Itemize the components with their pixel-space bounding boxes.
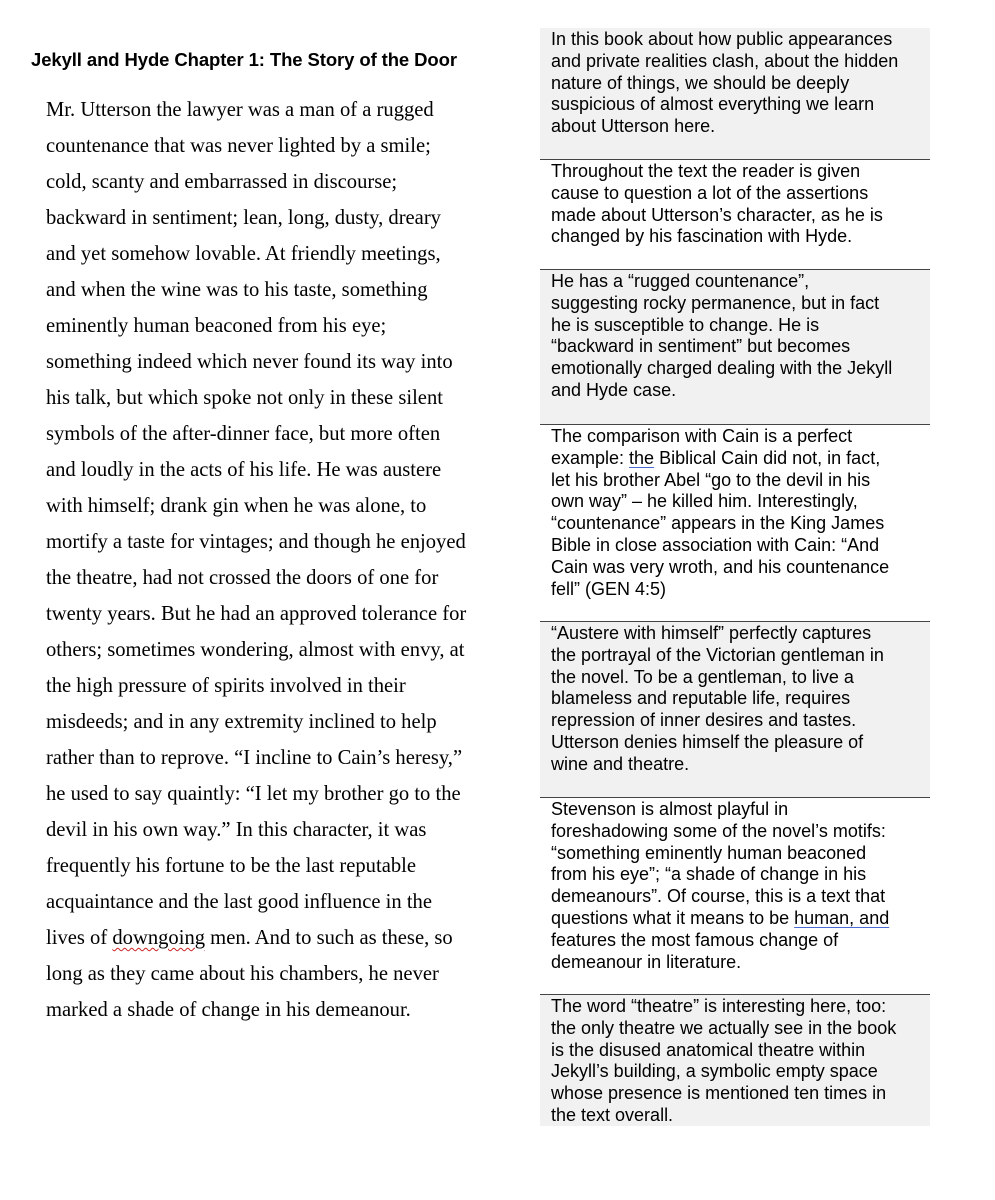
note-line	[551, 448, 930, 470]
passage-line: the high pressure of spirits involved in their	[46, 675, 406, 697]
passage-line: the theatre, had not crossed the doors of one for	[46, 567, 439, 589]
note-line: The word “theatre” is interesting here, too:	[551, 996, 887, 1016]
note-line: features the most famous change of	[551, 929, 839, 950]
note-line: repression of inner desires and tastes.	[551, 710, 857, 731]
passage-line: acquaintance and the last good influence in the	[46, 891, 432, 913]
note-line: cause to question a lot of the assertions	[551, 182, 869, 203]
note-line: emotionally charged dealing with the Jekyll	[551, 358, 893, 379]
note-line: and private realities clash, about the hidden	[551, 50, 899, 71]
note-line: “something eminently human beaconed	[551, 842, 867, 863]
passage-line	[46, 920, 491, 956]
page-title: Jekyll and Hyde Chapter 1: The Story of the Door	[31, 49, 457, 70]
passage-line: with himself; drank gin when he was alone, to	[46, 495, 427, 517]
note-line: suggesting rocky permanence, but in fact	[551, 292, 880, 313]
note-line: wine and theatre.	[551, 753, 690, 774]
spelling-flagged-word[interactable]: downgoing	[112, 927, 206, 949]
note-line: fell” (GEN 4:5)	[551, 578, 667, 599]
novel-passage	[46, 92, 491, 1028]
note-line: Throughout the text the reader is given	[551, 161, 861, 181]
note-line: nature of things, we should be deeply	[551, 72, 850, 93]
passage-text: lives of	[46, 927, 113, 949]
annotation-note-5	[540, 621, 930, 797]
passage-line: Mr. Utterson the lawyer was a man of a rugged	[46, 99, 434, 121]
annotation-note-2	[540, 159, 930, 270]
annotation-note-1	[540, 28, 930, 160]
note-line: the text overall.	[551, 1104, 674, 1125]
note-line: about Utterson here.	[551, 116, 716, 137]
note-line: demeanours”. Of course, this is a text that	[551, 886, 886, 907]
passage-line: and loudly in the acts of his life. He was austere	[46, 459, 442, 481]
passage-line: long as they came about his chambers, he never	[46, 963, 439, 985]
passage-line: his talk, but which spoke not only in these silent	[46, 387, 443, 409]
passage-line: he used to say quaintly: “I let my brother go to the	[46, 783, 461, 805]
note-line: “countenance” appears in the King James	[551, 513, 885, 534]
passage-line: cold, scanty and embarrassed in discourse;	[46, 171, 398, 193]
note-line: the portrayal of the Victorian gentleman in	[551, 644, 884, 665]
passage-line: symbols of the after-dinner face, but more often	[46, 423, 441, 445]
note-line: the novel. To be a gentleman, to live a	[551, 666, 854, 687]
note-line: Bible in close association with Cain: “And	[551, 534, 880, 555]
note-line: The comparison with Cain is a perfect	[551, 426, 853, 446]
note-line: In this book about how public appearances	[551, 29, 893, 49]
note-text: Biblical Cain did not, in fact,	[654, 447, 881, 468]
annotation-note-3	[540, 269, 930, 424]
passage-line: frequently his fortune to be the last reputable	[46, 855, 416, 877]
note-line: made about Utterson’s character, as he is	[551, 204, 883, 225]
passage-line: something indeed which never found its way into	[46, 351, 453, 373]
note-line: whose presence is mentioned ten times in	[551, 1083, 887, 1104]
note-line: the only theatre we actually see in the book	[551, 1017, 897, 1038]
passage-line: eminently human beaconed from his eye;	[46, 315, 387, 337]
note-line: foreshadowing some of the novel’s motifs:	[551, 820, 886, 841]
note-line	[551, 908, 930, 930]
passage-line: twenty years. But he had an approved tolerance for	[46, 603, 467, 625]
grammar-flagged-word[interactable]: the	[629, 447, 655, 468]
note-line: from his eye”; “a shade of change in his	[551, 864, 867, 885]
passage-line: others; sometimes wondering, almost with envy, at	[46, 639, 465, 661]
note-line: Utterson denies himself the pleasure of	[551, 731, 864, 752]
passage-line: countenance that was never lighted by a smile;	[46, 135, 431, 157]
note-line: own way” – he killed him. Interestingly,	[551, 491, 858, 512]
passage-line: mortify a taste for vintages; and though he enjoyed	[46, 531, 466, 553]
note-line: he is susceptible to change. He is	[551, 314, 820, 335]
note-line: Cain was very wroth, and his countenance	[551, 556, 890, 577]
passage-line: and yet somehow lovable. At friendly meetings,	[46, 243, 441, 265]
note-text: example:	[551, 447, 630, 468]
annotation-note-4	[540, 424, 930, 621]
note-line: blameless and reputable life, requires	[551, 688, 851, 709]
passage-line: rather than to reprove. “I incline to Cain’s heresy,”	[46, 747, 463, 769]
note-line: changed by his fascination with Hyde.	[551, 226, 853, 247]
note-line: demeanour in literature.	[551, 951, 742, 972]
note-line: let his brother Abel “go to the devil in his	[551, 469, 871, 490]
annotation-note-7	[540, 994, 930, 1126]
note-line: “Austere with himself” perfectly captures	[551, 623, 872, 643]
note-text: questions what it means to be	[551, 907, 795, 928]
passage-text: men. And to such as these, so	[205, 927, 453, 949]
note-line: He has a “rugged countenance”,	[551, 271, 810, 291]
note-line: Jekyll’s building, a symbolic empty space	[551, 1061, 878, 1082]
passage-line: backward in sentiment; lean, long, dusty, dreary	[46, 207, 441, 229]
note-line: is the disused anatomical theatre within	[551, 1039, 866, 1060]
annotation-note-6	[540, 797, 930, 994]
passage-line: marked a shade of change in his demeanour.	[46, 999, 411, 1021]
note-line: suspicious of almost everything we learn	[551, 94, 875, 115]
passage-line: devil in his own way.” In this character, it was	[46, 819, 427, 841]
note-line: “backward in sentiment” but becomes	[551, 336, 851, 357]
note-line: Stevenson is almost playful in	[551, 799, 789, 819]
passage-line: and when the wine was to his taste, something	[46, 279, 428, 301]
note-line: and Hyde case.	[551, 379, 677, 400]
grammar-flagged-word[interactable]: human, and	[794, 907, 890, 928]
passage-line: misdeeds; and in any extremity inclined to help	[46, 711, 437, 733]
